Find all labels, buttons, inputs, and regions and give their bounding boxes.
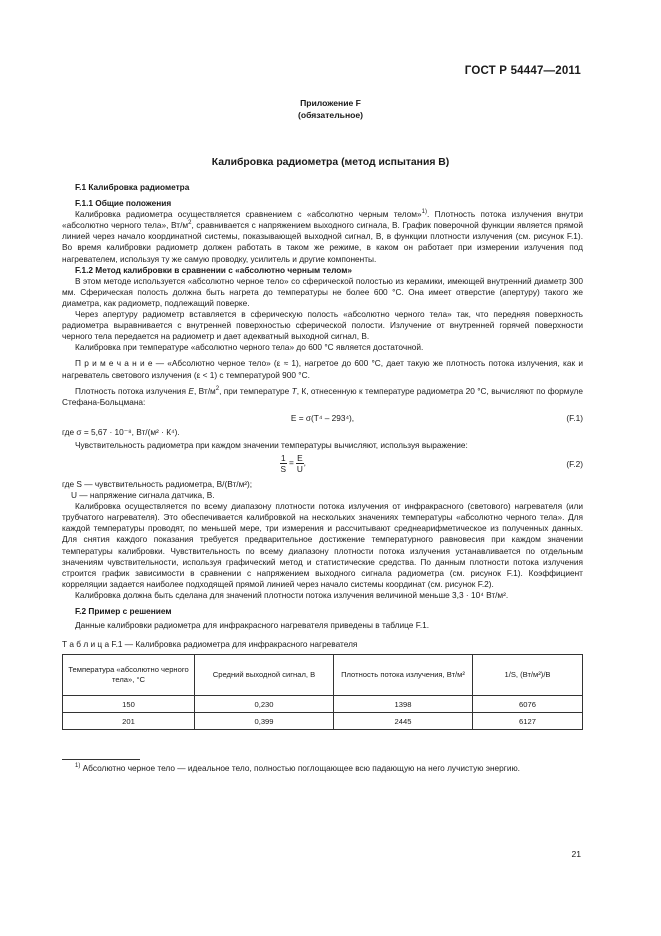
paragraph-general: Калибровка радиометра осуществляется сравнением с «абсолютно черным телом»$^{1)}$. Плотность потока излучения внутри «абсолютно черного тела», $Вт/м^2$, сравнивается с напряжением выходного сигнала, В. График поверочной функции является прямой линией через начало координатной системы, показывающей выходной сигнал, В, в функции плотности излучения (см. рисунок F.1). Во время калибровки радиометр должен работать в таком же режиме, в каком он работает при измерении излучения под нагревателем, используя ту же самую проводку, усилитель и другие компоненты. bbox=[62, 209, 584, 264]
table-cell: 201 bbox=[63, 713, 195, 730]
paragraph-aperture: Через апертуру радиометр вставляется в сферическую полость «абсолютно черного тела» так, что передняя поверхность радиометра выравнивается с внутренней поверхностью сферической полости. Излучение от внутренней горячей поверхности черного тела передается на радиометр и дает адекватный выходной сигнал, В. bbox=[62, 309, 583, 342]
appendix-title: Приложение F bbox=[300, 98, 361, 108]
table-cell: 150 bbox=[63, 696, 195, 713]
table-caption: Т а б л и ц а F.1 — Калибровка радиометра для инфракрасного нагревателя bbox=[62, 639, 358, 650]
table-header-cell: Плотность потока излучения, Вт/м² bbox=[334, 655, 473, 696]
note: П р и м е ч а н и е — «Абсолютно черное тело» (ε ≈ 1), нагретое до 600 °С, дает такую же плотность потока излучения, как и нагреватель светового излучения (ε < 1) с температурой 900 °С. bbox=[62, 358, 583, 380]
paragraph-sensitivity: Чувствительность радиометра при каждом значении температуры вычисляют, используя выражение: bbox=[75, 439, 468, 450]
paragraph-limit: Калибровка должна быть сделана для значений плотности потока излучения величиной меньше 3,3 · 10⁴ Вт/м². bbox=[75, 589, 509, 600]
where-u: U — напряжение сигнала датчика, В. bbox=[71, 490, 215, 501]
heading-f12: F.1.2 Метод калибровки в сравнении с «абсолютно черным телом» bbox=[75, 264, 353, 275]
body-text bbox=[62, 182, 583, 774]
table-header-cell: 1/S, (Вт/м²)/В bbox=[473, 655, 583, 696]
table-cell: 2445 bbox=[334, 713, 473, 730]
section-title: Калибровка радиометра (метод испытания В) bbox=[211, 157, 450, 168]
appendix-subtitle: (обязательное) bbox=[297, 110, 364, 120]
table-header-cell: Средний выходной сигнал, В bbox=[195, 655, 334, 696]
equation-f1-formula: E = σ(T⁴ – 293⁴), bbox=[290, 412, 355, 423]
paragraph-method: В этом методе используется «абсолютно черное тело» со сферической полостью из керамики, имеющей внутренний диаметр 300 мм. Сферическая полость должна быть нагрета до температуры не более 600 °С. Она имеет отверстие (апертуру) такого же диаметра, как радиометр, подлежащий поверке. bbox=[62, 275, 583, 308]
table-cell: 0,230 bbox=[195, 696, 334, 713]
footnote: $^{1)}$ Абсолютно черное тело — идеальное тело, полностью поглощающее всю падающую на него лучистую энергию. bbox=[75, 763, 520, 774]
table-cell: 6076 bbox=[473, 696, 583, 713]
equation-f2 bbox=[62, 453, 583, 479]
paragraph-example: Данные калибровки радиометра для инфракрасного нагревателя приведены в таблице F.1. bbox=[75, 620, 430, 631]
paragraph-flux-density: Плотность потока излучения E, $Вт/м^2$, при температуре T, К, отнесенную к температуре радиометра 20 °С, вычисляют по формуле Стефана-Больцмана: bbox=[62, 385, 583, 407]
table-row bbox=[63, 696, 583, 713]
equation-f2-number: (F.2) bbox=[566, 458, 583, 469]
table-cell: 6127 bbox=[473, 713, 583, 730]
equation-f1-number: (F.1) bbox=[566, 412, 583, 423]
heading-f11: F.1.1 Общие положения bbox=[75, 198, 172, 209]
heading-f1: F.1 Калибровка радиометра bbox=[75, 182, 190, 192]
table-cell: 1398 bbox=[334, 696, 473, 713]
heading-f2: F.2 Пример с решением bbox=[75, 606, 172, 616]
appendix-heading bbox=[0, 97, 661, 121]
calibration-table bbox=[62, 654, 583, 730]
table-cell: 0,399 bbox=[195, 713, 334, 730]
table-row bbox=[63, 713, 583, 730]
table-header-cell: Температура «абсолютно черного тела», °С bbox=[63, 655, 195, 696]
equation-f1 bbox=[62, 413, 583, 427]
page-number: 21 bbox=[571, 849, 581, 859]
footnote-divider bbox=[62, 759, 140, 760]
table-header-row bbox=[63, 655, 583, 696]
where-sigma: где σ = 5,67 · 10⁻⁸, Вт/(м² · К⁴). bbox=[62, 426, 180, 437]
standard-header: ГОСТ Р 54447—2011 bbox=[464, 65, 581, 77]
paragraph-calibration-temp: Калибровка при температуре «абсолютно черного тела» до 600 °С является достаточной. bbox=[75, 342, 424, 353]
where-s: где S — чувствительность радиометра, В/(Вт/м²); bbox=[62, 478, 253, 489]
paragraph-calibration-range: Калибровка осуществляется по всему диапазону плотности потока излучения от инфракрасного (светового) нагревателя (или трубчатого нагревателя). Это обеспечивается калибровкой на нескольких значениях температуры «абсолютно черного тела». Для каждой температуры проводят, по меньшей мере, три измерения и рассчитывают среднеарифметическое из полученных данных. Для снятия каждого показания требуется предварительное достижение температурного равновесия при каждом значении температуры калибровки. Чувствительность по всему диапазону плотности потока излучения устанавливается по отдельным значениям чувствительности, используя графический метод и статистические средства. По данным плотности потока излучения строится график зависимости в сравнении с напряжением выходного сигнала радиометра (см. рисунок F.1). Коэффициент корреляции задается наиболее подходящей прямой линией через начало системы координат (см. рисунок F.2). bbox=[62, 501, 583, 589]
equation-f2-formula: $\frac{1}{S}$ = $\frac{E}{U}$ , bbox=[280, 452, 306, 474]
